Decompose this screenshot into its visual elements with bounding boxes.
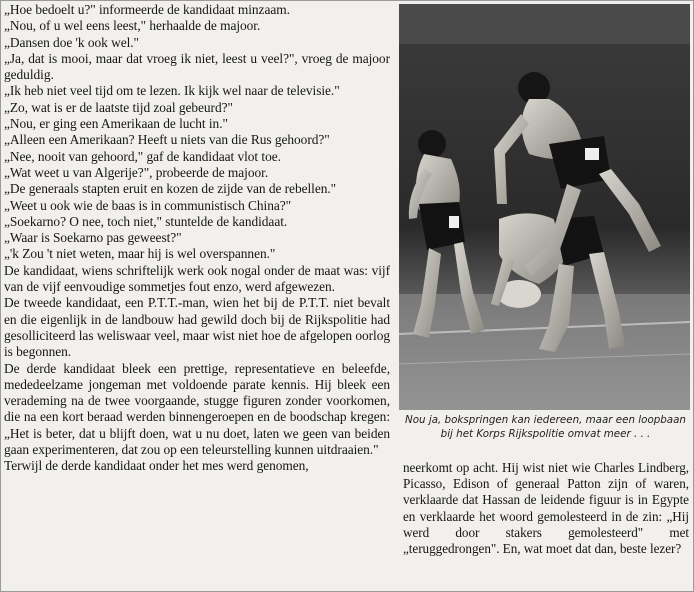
paragraph: „Nou, er ging een Amerikaan de lucht in." [4,116,228,132]
paragraph: „De generaals stapten eruit en kozen de zijde van de rebellen." [4,181,337,197]
paragraph: De derde kandidaat bleek een prettige, representatieve en beleefde, mededeelzame jongeman met voldoende parate kennis. Hij bleek een verademing na de twee voorgaande, stugge figuren zonder voorkomen, die na een kort beraad werden binnengeroepen en de boodschap kregen: „Het is beter, dat u blijft doen, wat u nu doet, laten we geen van beiden gaan experimenteren, dat zou op een teleurstelling kunnen uitdraaien." [4,360,390,458]
right-text-column [403,460,689,557]
paragraph: „Nou, of u wel eens leest," herhaalde de majoor. [4,18,261,34]
paragraph: „Ja, dat is mooi, maar dat vroeg ik niet, leest u veel?", vroeg de majoor geduldig. [4,50,390,83]
paragraph: „Nee, nooit van gehoord," gaf de kandidaat vlot toe. [4,148,281,164]
paragraph: „Weet u ook wie de baas is in communistisch China?" [4,197,292,213]
paragraph: „Hoe bedoelt u?" informeerde de kandidaat minzaam. [4,2,290,17]
paragraph: „Wat weet u van Algerije?", probeerde de majoor. [4,164,269,180]
paragraph: „Ik heb niet veel tijd om te lezen. Ik kijk wel naar de televisie." [4,83,340,99]
paragraph: „'k Zou 't niet weten, maar hij is wel overspannen." [4,246,276,262]
paragraph: „Waar is Soekarno pas geweest?" [4,230,182,246]
paragraph: „Zo, wat is er de laatste tijd zoal gebeurd?" [4,99,233,115]
left-text-column [4,2,390,475]
paragraph: „Soekarno? O nee, toch niet," stuntelde de kandidaat. [4,213,288,229]
leapfrog-photo [399,4,690,410]
paragraph: Terwijl de derde kandidaat onder het mes werd genomen, [4,458,309,474]
photo-caption: Nou ja, bokspringen kan iedereen, maar een loopbaan bij het Korps Rijkspolitie omvat meer . . . [405,414,686,440]
paragraph: „Alleen een Amerikaan? Heeft u niets van die Rus gehoord?" [4,132,330,148]
paragraph: De tweede kandidaat, een P.T.T.-man, wien het bij de P.T.T. niet bevalt en die eigenlijk in de landbouw had gewild doch bij de Rijkspolitie had gesolliciteerd las weliswaar veel, maar wist niet hoe de afgelopen oorlog is begonnen. [4,295,390,360]
paragraph: „Dansen doe 'k ook wel." [4,34,139,50]
photo-illustration [399,4,690,410]
paragraph: De kandidaat, wiens schriftelijk werk ook nogal onder de maat was: vijf van de vijf eenvoudige sommetjes fout enzo, werd afgewezen. [4,262,390,295]
paragraph: neerkomt op acht. Hij wist niet wie Charles Lindberg, Picasso, Edison of generaal Patton zijn of waren, verklaarde dat Hassan de leidende figuur is in Egypte en verklaarde het woord gemolesteerd in de zin: „Hij werd door stakers gemolesteerd" met „teruggedrongen". En, wat moet dat dan, beste lezer? [403,460,689,557]
